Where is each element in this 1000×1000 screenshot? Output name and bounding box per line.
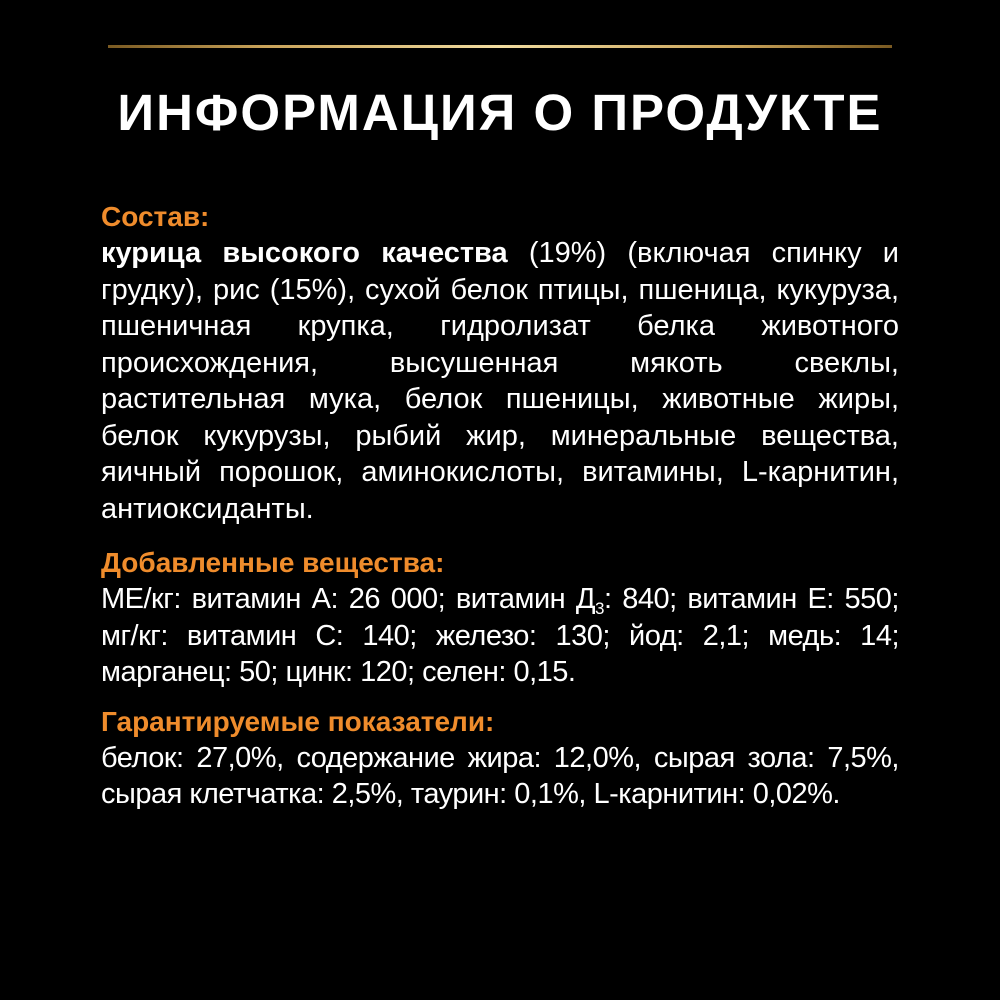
guaranteed-text: белок: 27,0%, содержание жира: 12,0%, сырая зола: 7,5%, сырая клетчатка: 2,5%, таурин: 0,1%, L-карнитин: 0,02%. [101, 741, 899, 810]
composition-text [101, 235, 899, 527]
guaranteed-heading: Гарантируемые показатели: [101, 705, 495, 737]
composition-section [101, 198, 899, 527]
added-text-b: : 840; витамин Е: 550; мг/кг: витамин С: 140; железо: 130; йод: 2,1; медь: 14; марганец: 50; цинк: 120; селен: 0,15. [101, 583, 899, 688]
composition-rest: (19%) (включая спинку и грудку), рис (15%), сухой белок птицы, пшеница, кукуруза, пшеничная крупка, гидролизат белка животного происхождения, высушенная мякоть свеклы, растительная мука, белок пшеницы, животные жиры, белок кукурузы, рыбий жир, минеральные вещества, яичный порошок, аминокислоты, витамины, L-карнитин, антиоксиданты. [101, 237, 899, 525]
added-text [101, 581, 899, 691]
added-text-a: МЕ/кг: витамин А: 26 000; витамин Д [101, 583, 596, 615]
guaranteed-section [101, 703, 899, 813]
added-subscript: 3 [595, 599, 604, 618]
gold-divider [108, 45, 892, 48]
composition-bold: курица высокого качества [101, 237, 508, 269]
added-section [101, 544, 899, 691]
content [101, 198, 899, 825]
composition-heading: Состав: [101, 201, 210, 232]
page-title: ИНФОРМАЦИЯ О ПРОДУКТЕ [117, 84, 883, 141]
added-heading: Добавленные вещества: [101, 547, 445, 578]
